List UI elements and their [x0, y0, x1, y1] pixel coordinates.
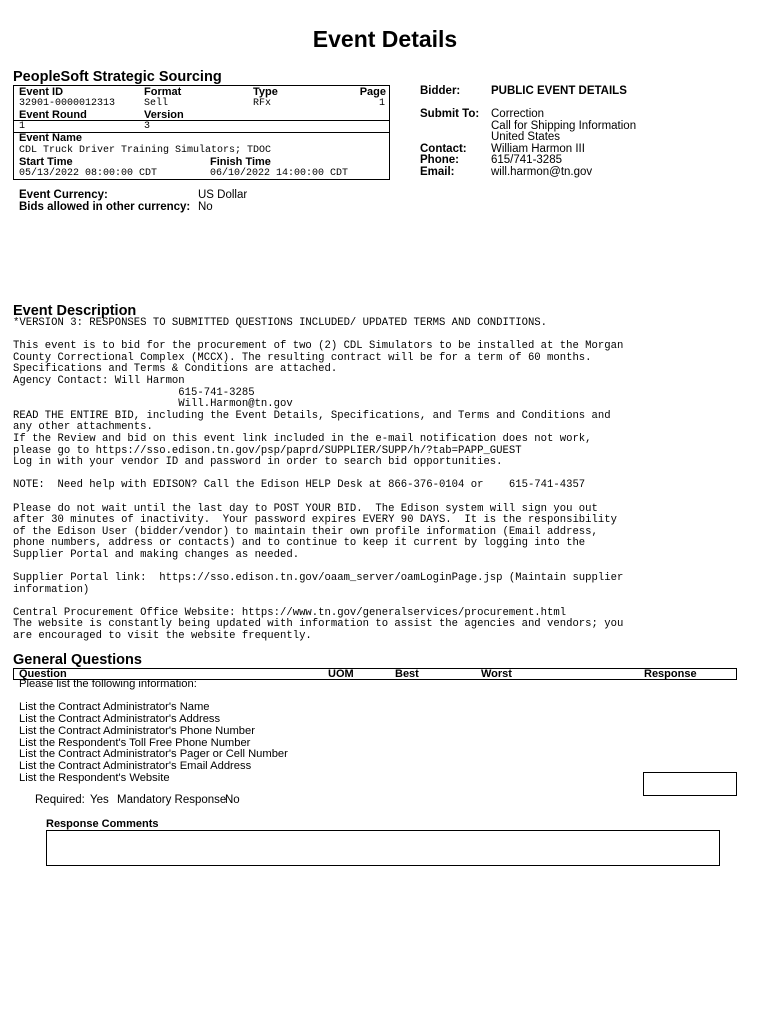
type-label: Type — [253, 86, 278, 98]
col-best: Best — [395, 668, 419, 680]
bidder-value: PUBLIC EVENT DETAILS — [491, 85, 627, 97]
section-title-peoplesoft: PeopleSoft Strategic Sourcing — [13, 69, 222, 85]
mandatory-label: Mandatory Response — [117, 794, 227, 806]
event-round-label: Event Round — [19, 109, 87, 121]
event-round-value: 1 — [19, 121, 26, 132]
format-label: Format — [144, 86, 182, 98]
section-title-general-questions: General Questions — [13, 652, 142, 668]
required-value: Yes — [90, 794, 109, 806]
start-time-label: Start Time — [19, 156, 73, 168]
contact-label: Contact: — [420, 143, 467, 155]
page-value: 1 — [378, 98, 385, 109]
phone-label: Phone: — [420, 154, 459, 166]
submit-line-3: United States — [491, 131, 561, 143]
event-name-label: Event Name — [19, 132, 82, 144]
event-id-label: Event ID — [19, 86, 64, 98]
other-currency-value: No — [198, 201, 213, 213]
event-id-value: 32901-0000012313 — [19, 98, 116, 109]
contact-value: William Harmon III — [491, 143, 585, 155]
page-label: Page — [359, 86, 386, 98]
question-text: Please list the following information: List the Contract Administrator's Name List the Contract Administrator's Address List the Contract Administrator's Phone Number List the Respondent's Toll Free Phone Number List the Contract Administrator's Pager or Cell Number List the Contract Administrator's Email Address List the Respondent's Website — [19, 678, 288, 784]
response-input[interactable] — [643, 772, 737, 796]
format-value: Sell — [144, 98, 169, 109]
currency-label: Event Currency: — [19, 189, 108, 201]
phone-value: 615/741-3285 — [491, 154, 562, 166]
page-title: Event Details — [312, 26, 458, 52]
col-uom: UOM — [328, 668, 354, 680]
submit-to-label: Submit To: — [420, 108, 480, 120]
version-value: 3 — [144, 121, 151, 132]
response-comments-field[interactable] — [46, 830, 720, 866]
col-worst: Worst — [481, 668, 512, 680]
required-label: Required: — [35, 794, 85, 806]
col-question: Question — [19, 668, 67, 680]
email-label: Email: — [420, 166, 455, 178]
currency-value: US Dollar — [198, 189, 248, 201]
section-title-description: Event Description — [13, 303, 137, 319]
start-time-value: 05/13/2022 08:00:00 CDT — [19, 168, 158, 179]
finish-time-label: Finish Time — [210, 156, 271, 168]
other-currency-label: Bids allowed in other currency: — [19, 201, 191, 213]
event-description-text: *VERSION 3: RESPONSES TO SUBMITTED QUESTIONS INCLUDED/ UPDATED TERMS AND CONDITIONS. This event is to bid for the procurement of two (2) CDL Simulators to be installed at the Morgan County Correctional Complex (MCCX). The resulting contract will be for a term of 60 months. Specifications and Terms & Conditions are attached. Agency Contact: Will Harmon 615-741-3285 Will.Harmon@tn.gov READ THE ENTIRE BID, including the Event Details, Specifications, and Terms and Conditions and any other attachments. If the Review and bid on this event link included in the e-mail notification does not work, please go to https://sso.edison.tn.gov/psp/paprd/SUPPLIER/SUPP/h/?tab=PAPP_GUEST Log in with your vendor ID and password in order to search bid opportunities. NOTE: Need help with EDISON? Call the Edison HELP Desk at 866-376-0104 or 615-741-4357 Please do not wait until the last day to POST YOUR BID. The Edison system will sign you out after 30 minutes of inactivity. Your password expires EVERY 90 DAYS. It is the responsibility of the Edison User (bidder/vendor) to maintain their own profile information (Email address, phone numbers, address or contacts) and to continue to keep it current by logging into the Supplier Portal and making changes as needed. Supplier Portal link: https://sso.edison.tn.gov/oaam_server/oamLoginPage.jsp (Maintain supplier information) Central Procurement Office Website: https://www.tn.gov/generalservices/procurement.html The website is constantly being updated with information to assist the agencies and vendors; you are encouraged to visit the website frequently. — [13, 317, 624, 643]
mandatory-value: No — [225, 794, 240, 806]
submit-line-1: Correction — [491, 108, 545, 120]
col-response: Response — [644, 668, 697, 680]
event-name-value: CDL Truck Driver Training Simulators; TDOC — [19, 145, 272, 156]
response-comments-label: Response Comments — [46, 818, 159, 830]
version-label: Version — [144, 109, 184, 121]
bidder-label: Bidder: — [420, 85, 461, 97]
type-value: RFx — [253, 98, 272, 109]
submit-line-2: Call for Shipping Information — [491, 120, 637, 132]
finish-time-value: 06/10/2022 14:00:00 CDT — [210, 168, 349, 179]
email-value: will.harmon@tn.gov — [491, 166, 593, 178]
